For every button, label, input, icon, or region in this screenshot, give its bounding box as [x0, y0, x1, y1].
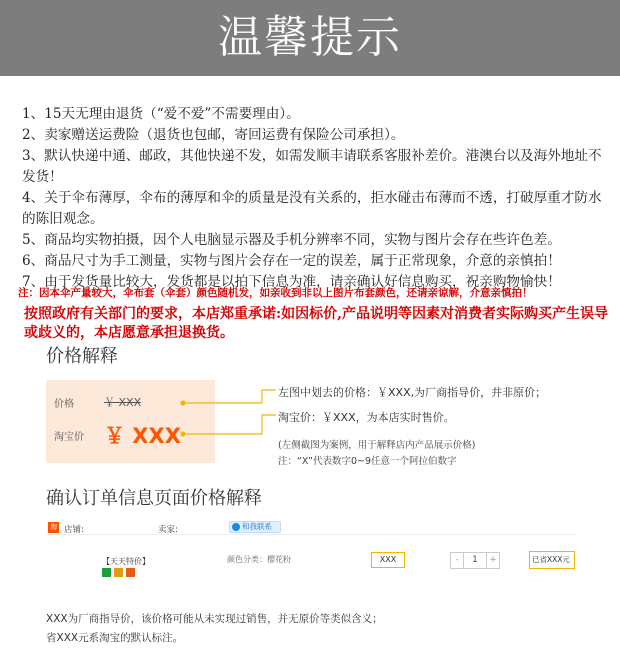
- list-price-label: 价格: [54, 399, 74, 410]
- increase-button[interactable]: +: [486, 553, 499, 568]
- unit-price: XXX: [371, 552, 405, 568]
- gift-icon: [126, 568, 135, 577]
- rule-item: 5、商品均实物拍摄，因个人电脑显示器及手机分辨率不同，实物与图片会存在些许色差。: [22, 232, 561, 248]
- price-explain-title: 价格解释: [46, 346, 118, 367]
- order-confirm-example: [46, 521, 576, 581]
- taobao-price-label: 淘宝价: [54, 432, 84, 443]
- rule-item: 2、卖家赠送运费险（退货也包邮，寄回运费有保险公司承担）。: [22, 127, 405, 143]
- rule-item: 7、由于发货量比较大，发货都是以拍下信息为准，请亲确认好信息购买，祝亲购物愉快！: [22, 274, 561, 290]
- contact-seller-button[interactable]: [229, 521, 281, 533]
- rule-item: 6、商品尺寸为手工测量，实物与图片会存在一定的误差，属于正常现象，介意的亲慎拍！: [22, 253, 561, 269]
- color-category: 颜色分类：樱花粉: [227, 555, 291, 564]
- list-price-value: ￥ XXX: [104, 396, 142, 409]
- promo-tag: 【天天特价】: [102, 557, 150, 566]
- order-header: [46, 521, 576, 535]
- footer-note-1: XXX为厂商指导价，该价格可能从未实现过销售，并无原价等类似含义；: [46, 613, 383, 625]
- footer-note-2: 省XXX元系淘宝的默认标注。: [46, 632, 184, 644]
- order-explain-title: 确认订单信息页面价格解释: [46, 488, 262, 509]
- contact-label: 和我联系: [242, 522, 272, 531]
- decrease-button[interactable]: -: [451, 553, 464, 568]
- header-title: 温馨提示: [218, 12, 402, 63]
- header-banner: [0, 0, 620, 76]
- shop-label: 店铺:: [64, 525, 84, 535]
- discount-icon: [102, 568, 111, 577]
- rule-item: 1、15天无理由退货（“爱不爱”不需要理由）。: [22, 106, 300, 122]
- service-icons: [102, 568, 152, 578]
- example-note: (左侧截图为案例，用于解释店内产品展示价格): [278, 440, 476, 451]
- chat-icon: [232, 523, 240, 531]
- regulation-notice: 按照政府有关部门的要求，本店郑重承诺:如因标价,产品说明等因素对消费者实际购买产生误导或歧义的，本店愿意承担退换货。: [24, 306, 609, 341]
- rule-item: 3、默认快递中通、邮政，其他快递不发，如需发顺丰请联系客服补差价。港澳台以及海外地址不发货！: [22, 148, 602, 185]
- rules-list: [22, 104, 614, 293]
- rule-item: 4、关于伞布薄厚，伞布的薄厚和伞的质量是没有关系的，拒水碰击布薄而不透，打破厚重才防水的陈旧观念。: [22, 190, 602, 227]
- taobao-price-value: ￥ XXX: [104, 424, 181, 448]
- taobao-price-explanation: 淘宝价：￥XXX，为本店实时售价。: [278, 411, 455, 424]
- quantity-input[interactable]: 1: [472, 555, 478, 565]
- seller-label: 卖家:: [158, 525, 178, 535]
- umbrella-cover-notice: 注：因本伞产量较大，伞布套（伞套）颜色随机发，如亲收到非以上图片布套颜色，还请亲谅解，介意亲慎拍！: [18, 287, 533, 299]
- price-example-box: [46, 380, 215, 463]
- strike-price-explanation: 左图中划去的价格：￥XXX,为厂商指导价，并非原价；: [278, 386, 547, 399]
- taobao-shop-icon: 淘: [50, 523, 57, 531]
- quantity-stepper: [450, 552, 500, 569]
- saved-amount: 已省XXX元: [529, 551, 575, 569]
- card-icon: [114, 568, 123, 577]
- digit-note: 注：“X”代表数字0~9任意一个阿拉伯数字: [278, 456, 457, 467]
